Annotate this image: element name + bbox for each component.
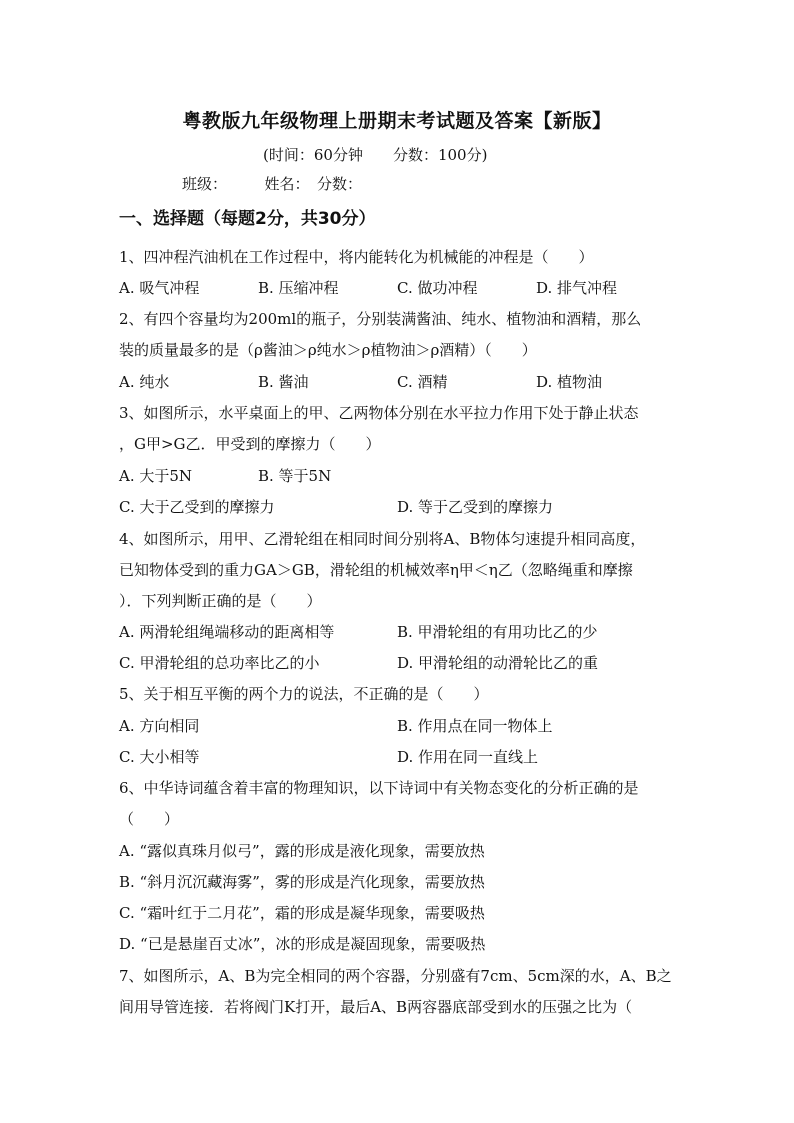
option-d: D. 植物油: [536, 373, 603, 391]
option-c: C. 大于乙受到的摩擦力: [119, 498, 275, 516]
option-d: D. 甲滑轮组的动滑轮比乙的重: [397, 654, 599, 672]
option-a: A. 吸气冲程: [119, 279, 200, 297]
question-stem: 7、如图所示，A、B为完全相同的两个容器，分别盛有7cm、5cm深的水，A、B之: [119, 967, 672, 985]
option-a: A. 两滑轮组绳端移动的距离相等: [119, 623, 335, 641]
question-stem-cont: ）．下列判断正确的是（ ）: [119, 592, 322, 610]
option-b: B. 等于5N: [258, 467, 332, 485]
question-stem-cont: 已知物体受到的重力GA＞GB，滑轮组的机械效率η甲＜η乙（忽略绳重和摩擦: [119, 561, 633, 579]
section-heading: 一、选择题（每题2分，共30分）: [119, 209, 376, 229]
option-d: D. 等于乙受到的摩擦力: [397, 498, 554, 516]
option-c: C. “霜叶红于二月花”，霜的形成是凝华现象，需要吸热: [119, 904, 485, 922]
question-stem-cont: 间用导管连接．若将阀门K打开，最后A、B两容器底部受到水的压强之比为（: [119, 998, 633, 1016]
question-stem: 6、中华诗词蕴含着丰富的物理知识，以下诗词中有关物态变化的分析正确的是: [119, 779, 639, 797]
exam-meta: (时间：60分钟 分数：100分): [263, 146, 488, 164]
question-stem-cont: （ ）: [119, 810, 180, 828]
option-a: A. 纯水: [119, 373, 170, 391]
option-b: B. 酱油: [258, 373, 309, 391]
question-stem: 1、四冲程汽油机在工作过程中，将内能转化为机械能的冲程是（ ）: [119, 248, 594, 266]
option-c: C. 做功冲程: [397, 279, 478, 297]
option-d: D. 作用在同一直线上: [397, 748, 539, 766]
document-title: 粤教版九年级物理上册期末考试题及答案【新版】: [182, 110, 612, 132]
option-d: D. 排气冲程: [536, 279, 618, 297]
option-b: B. “斜月沉沉藏海雾”，雾的形成是汽化现象，需要放热: [119, 873, 485, 891]
student-info-line: 班级： 姓名： 分数：: [182, 175, 363, 193]
option-c: C. 甲滑轮组的总功率比乙的小: [119, 654, 320, 672]
question-stem-cont: ，G甲>G乙．甲受到的摩擦力（ ）: [119, 435, 381, 453]
option-c: C. 大小相等: [119, 748, 200, 766]
option-c: C. 酒精: [397, 373, 448, 391]
question-stem: 2、有四个容量均为200ml的瓶子，分别装满酱油、纯水、植物油和酒精，那么: [119, 310, 642, 328]
question-stem-cont: 装的质量最多的是（ρ酱油＞ρ纯水＞ρ植物油＞ρ酒精）（ ）: [119, 341, 537, 359]
option-d: D. “已是悬崖百丈冰”，冰的形成是凝固现象，需要吸热: [119, 935, 486, 953]
option-a: A. “露似真珠月似弓”，露的形成是液化现象，需要放热: [119, 842, 485, 860]
option-a: A. 方向相同: [119, 717, 200, 735]
option-a: A. 大于5N: [119, 467, 193, 485]
option-b: B. 压缩冲程: [258, 279, 339, 297]
question-stem: 5、关于相互平衡的两个力的说法，不正确的是（ ）: [119, 685, 489, 703]
option-b: B. 作用点在同一物体上: [397, 717, 553, 735]
question-stem: 3、如图所示，水平桌面上的甲、乙两物体分别在水平拉力作用下处于静止状态: [119, 404, 639, 422]
question-stem: 4、如图所示，用甲、乙滑轮组在相同时间分别将A、B物体匀速提升相同高度，: [119, 530, 646, 548]
option-b: B. 甲滑轮组的有用功比乙的少: [397, 623, 598, 641]
